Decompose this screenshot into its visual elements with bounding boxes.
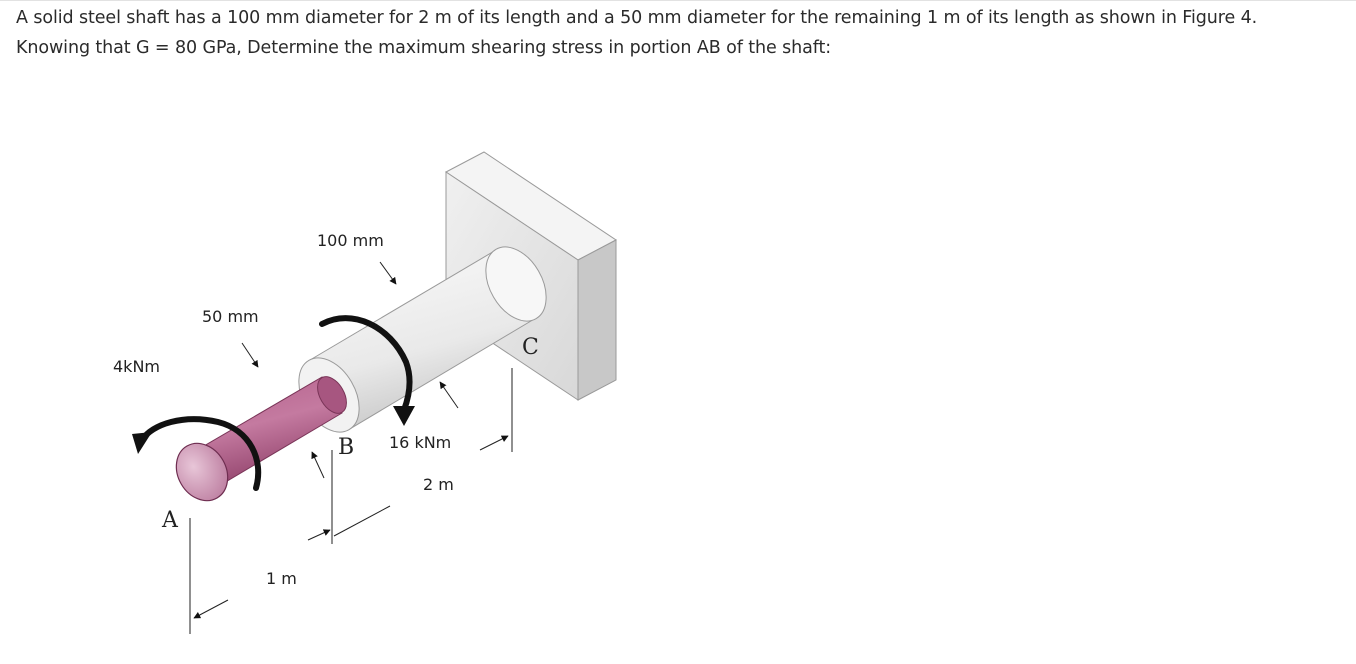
- torque-arrow-b-head: [393, 406, 415, 426]
- label-small-diameter: 50 mm: [202, 307, 259, 326]
- shaft-figure: [100, 140, 620, 645]
- shaft-ab-small: [166, 372, 355, 510]
- question-line-1: A solid steel shaft has a 100 mm diameter for 2 m of its length and a 50 mm diameter for the remaining 1 m of its length as shown in Figure 4.: [16, 8, 1258, 28]
- label-torque-b: 16 kNm: [389, 433, 452, 452]
- label-large-diameter: 100 mm: [317, 231, 384, 250]
- label-point-c: C: [522, 335, 539, 360]
- shaft-diagram: [100, 140, 620, 645]
- torque-arrow-a-head: [132, 432, 152, 454]
- question-text: [16, 3, 1346, 63]
- label-point-b: B: [338, 435, 355, 460]
- label-torque-a: 4kNm: [113, 357, 160, 376]
- label-point-a: A: [162, 508, 178, 533]
- label-length-ab: 1 m: [266, 569, 297, 588]
- top-divider: [0, 0, 1356, 1]
- question-line-2: Knowing that G = 80 GPa, Determine the maximum shearing stress in portion AB of the shaft:: [16, 38, 832, 58]
- label-length-bc: 2 m: [423, 475, 454, 494]
